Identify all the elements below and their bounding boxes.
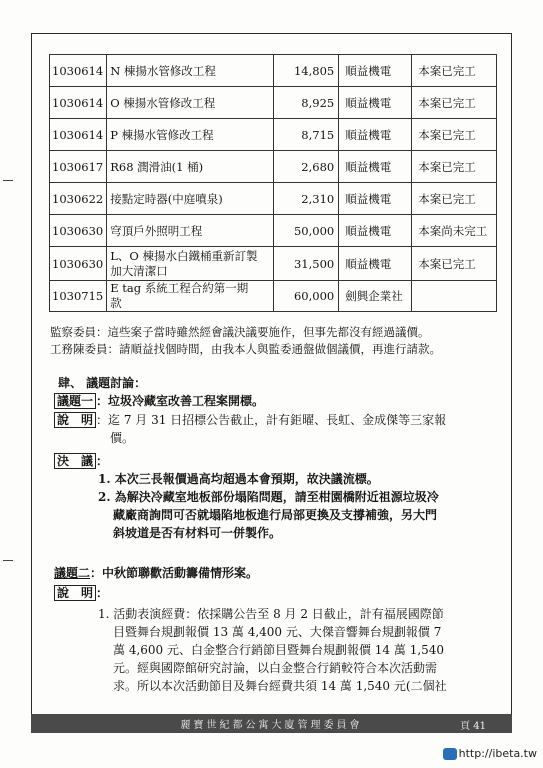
- topic2-heading: [54, 566, 258, 581]
- row-vendor: 順益機電: [339, 151, 412, 183]
- table-row: [50, 55, 497, 87]
- row-code: 1030617: [50, 151, 107, 183]
- expense-table: [49, 54, 497, 312]
- table-row: [50, 87, 497, 119]
- topic2-item1-line2: 目暨舞台規劃報價 13 萬 4,400 元、大傑音響舞台規劃報價 7: [113, 625, 442, 639]
- watermark: [443, 747, 537, 760]
- topic1-explain-text: ：迄 7 月 31 日招標公告截止，計有鉅曜、長虹、金成傑等三家報: [96, 413, 447, 427]
- row-amount: 2,680: [274, 151, 339, 183]
- row-vendor: 順益機電: [339, 87, 412, 119]
- row-code: 1030630: [50, 215, 107, 247]
- row-item-line: E tag 系統工程合約第一期: [110, 281, 249, 295]
- row-code: 1030622: [50, 183, 107, 215]
- topic2-explain-tag: 說 明: [54, 585, 96, 601]
- row-amount: 31,500: [274, 247, 339, 281]
- table-row: [50, 119, 497, 151]
- row-vendor: 順益機電: [339, 215, 412, 247]
- topic2-item1-line4: 元。經與國際館研究討論，以白金整合行銷較符合本次活動需: [113, 661, 438, 675]
- row-amount: 2,310: [274, 183, 339, 215]
- row-vendor: 順益機電: [339, 183, 412, 215]
- row-item: 穹頂戶外照明工程: [107, 215, 274, 247]
- topic2-explain: 說 明 ：: [54, 586, 108, 601]
- topic1-resolution: 決 議 ：: [54, 454, 108, 469]
- footer-title: 麗寶世紀都公寓大廈管理委員會: [180, 720, 363, 731]
- topic1-heading: [54, 394, 264, 409]
- topic1-resolution-tag: 決 議: [54, 453, 96, 469]
- topic2-tag: 議題二: [54, 566, 91, 580]
- row-item: N 棟揚水管修改工程: [107, 55, 274, 87]
- row-amount: 8,925: [274, 87, 339, 119]
- row-status: 本案已完工: [412, 183, 497, 215]
- row-item: 接點定時器(中庭噴泉): [107, 183, 274, 215]
- row-status: [412, 281, 497, 312]
- row-item-line: L、O 棟揚水白鐵桶重新訂製: [110, 248, 258, 263]
- row-amount: 8,715: [274, 119, 339, 151]
- topic1-explain-tag: 說 明: [54, 412, 96, 428]
- topic1-explain-line1: [54, 413, 446, 428]
- topic2-item1-line5: 求。所以本次活動節目及舞台經費共須 14 萬 1,540 元(二個社: [113, 679, 447, 693]
- resolution-2-line1: 2. 為解決冷藏室地板部份塌陷問題，請至柑園橋附近祖源垃圾冷: [98, 490, 439, 504]
- row-status: 本案已完工: [412, 247, 497, 281]
- row-item: [107, 281, 274, 312]
- row-item: O 棟揚水管修改工程: [107, 87, 274, 119]
- table-row: [50, 281, 497, 312]
- row-vendor: 順益機電: [339, 247, 412, 281]
- row-item: [107, 247, 274, 281]
- row-code: 1030715: [50, 281, 107, 312]
- topic1-title: ：垃圾冷藏室改善工程案開標。: [96, 394, 265, 408]
- engineering-comment: 工務陳委員：請順益找個時間，由我本人與監委通盤做個議價，再進行請款。: [50, 342, 441, 356]
- watermark-logo-icon: [443, 748, 457, 760]
- row-amount: 14,805: [274, 55, 339, 87]
- supervisor-comment: 監察委員：這些案子當時雖然經會議決議要施作，但事先都沒有經過議價。: [50, 325, 430, 339]
- watermark-text: http://ibeta.tw: [458, 747, 537, 760]
- table-row: [50, 151, 497, 183]
- row-status: 本案尚未完工: [412, 215, 497, 247]
- resolution-2-line2: 藏廠商詢問可否就塌陷地板進行局部更換及支撐補強，另大門: [113, 508, 438, 522]
- row-code: 1030630: [50, 247, 107, 281]
- resolution-2-line3: 斜坡道是否有材料可一併製作。: [113, 526, 282, 540]
- row-code: 1030614: [50, 87, 107, 119]
- page-footer: [31, 714, 512, 733]
- table-row: [50, 215, 497, 247]
- table-row: [50, 183, 497, 215]
- row-status: 本案已完工: [412, 119, 497, 151]
- section-heading: 肆、 議題討論：: [58, 376, 147, 390]
- topic1-tag: 議題一: [54, 393, 96, 409]
- row-item-line: 加大清潔口: [110, 263, 168, 278]
- resolution-1: 1. 本次三長報價過高均超過本會預期，故決議流標。: [98, 472, 379, 486]
- row-item: P 棟揚水管修改工程: [107, 119, 274, 151]
- row-status: 本案已完工: [412, 55, 497, 87]
- row-vendor: 順益機電: [339, 119, 412, 151]
- row-vendor: 順益機電: [339, 55, 412, 87]
- row-code: 1030614: [50, 55, 107, 87]
- row-amount: 60,000: [274, 281, 339, 312]
- binder-mark: [3, 180, 13, 181]
- row-code: 1030614: [50, 119, 107, 151]
- binder-mark: [3, 560, 13, 561]
- topic2-item1-line1: 1. 活動表演經費：依採購公告至 8 月 2 日截止，計有福展國際節: [98, 607, 444, 621]
- row-status: 本案已完工: [412, 151, 497, 183]
- row-item: R68 潤滑油(1 桶): [107, 151, 274, 183]
- topic2-title: ：中秋節聯歡活動籌備情形案。: [90, 566, 259, 580]
- row-item-line: 款: [110, 296, 122, 310]
- topic2-item1-line3: 萬 4,600 元、白金整合行銷節目暨舞台規劃報價 14 萬 1,540: [113, 643, 445, 657]
- page-number: 頁 41: [460, 721, 486, 732]
- row-amount: 50,000: [274, 215, 339, 247]
- row-status: 本案已完工: [412, 87, 497, 119]
- topic1-explain-line2: 價。: [110, 431, 135, 445]
- row-vendor: 劍興企業社: [339, 281, 412, 312]
- table-row: [50, 247, 497, 281]
